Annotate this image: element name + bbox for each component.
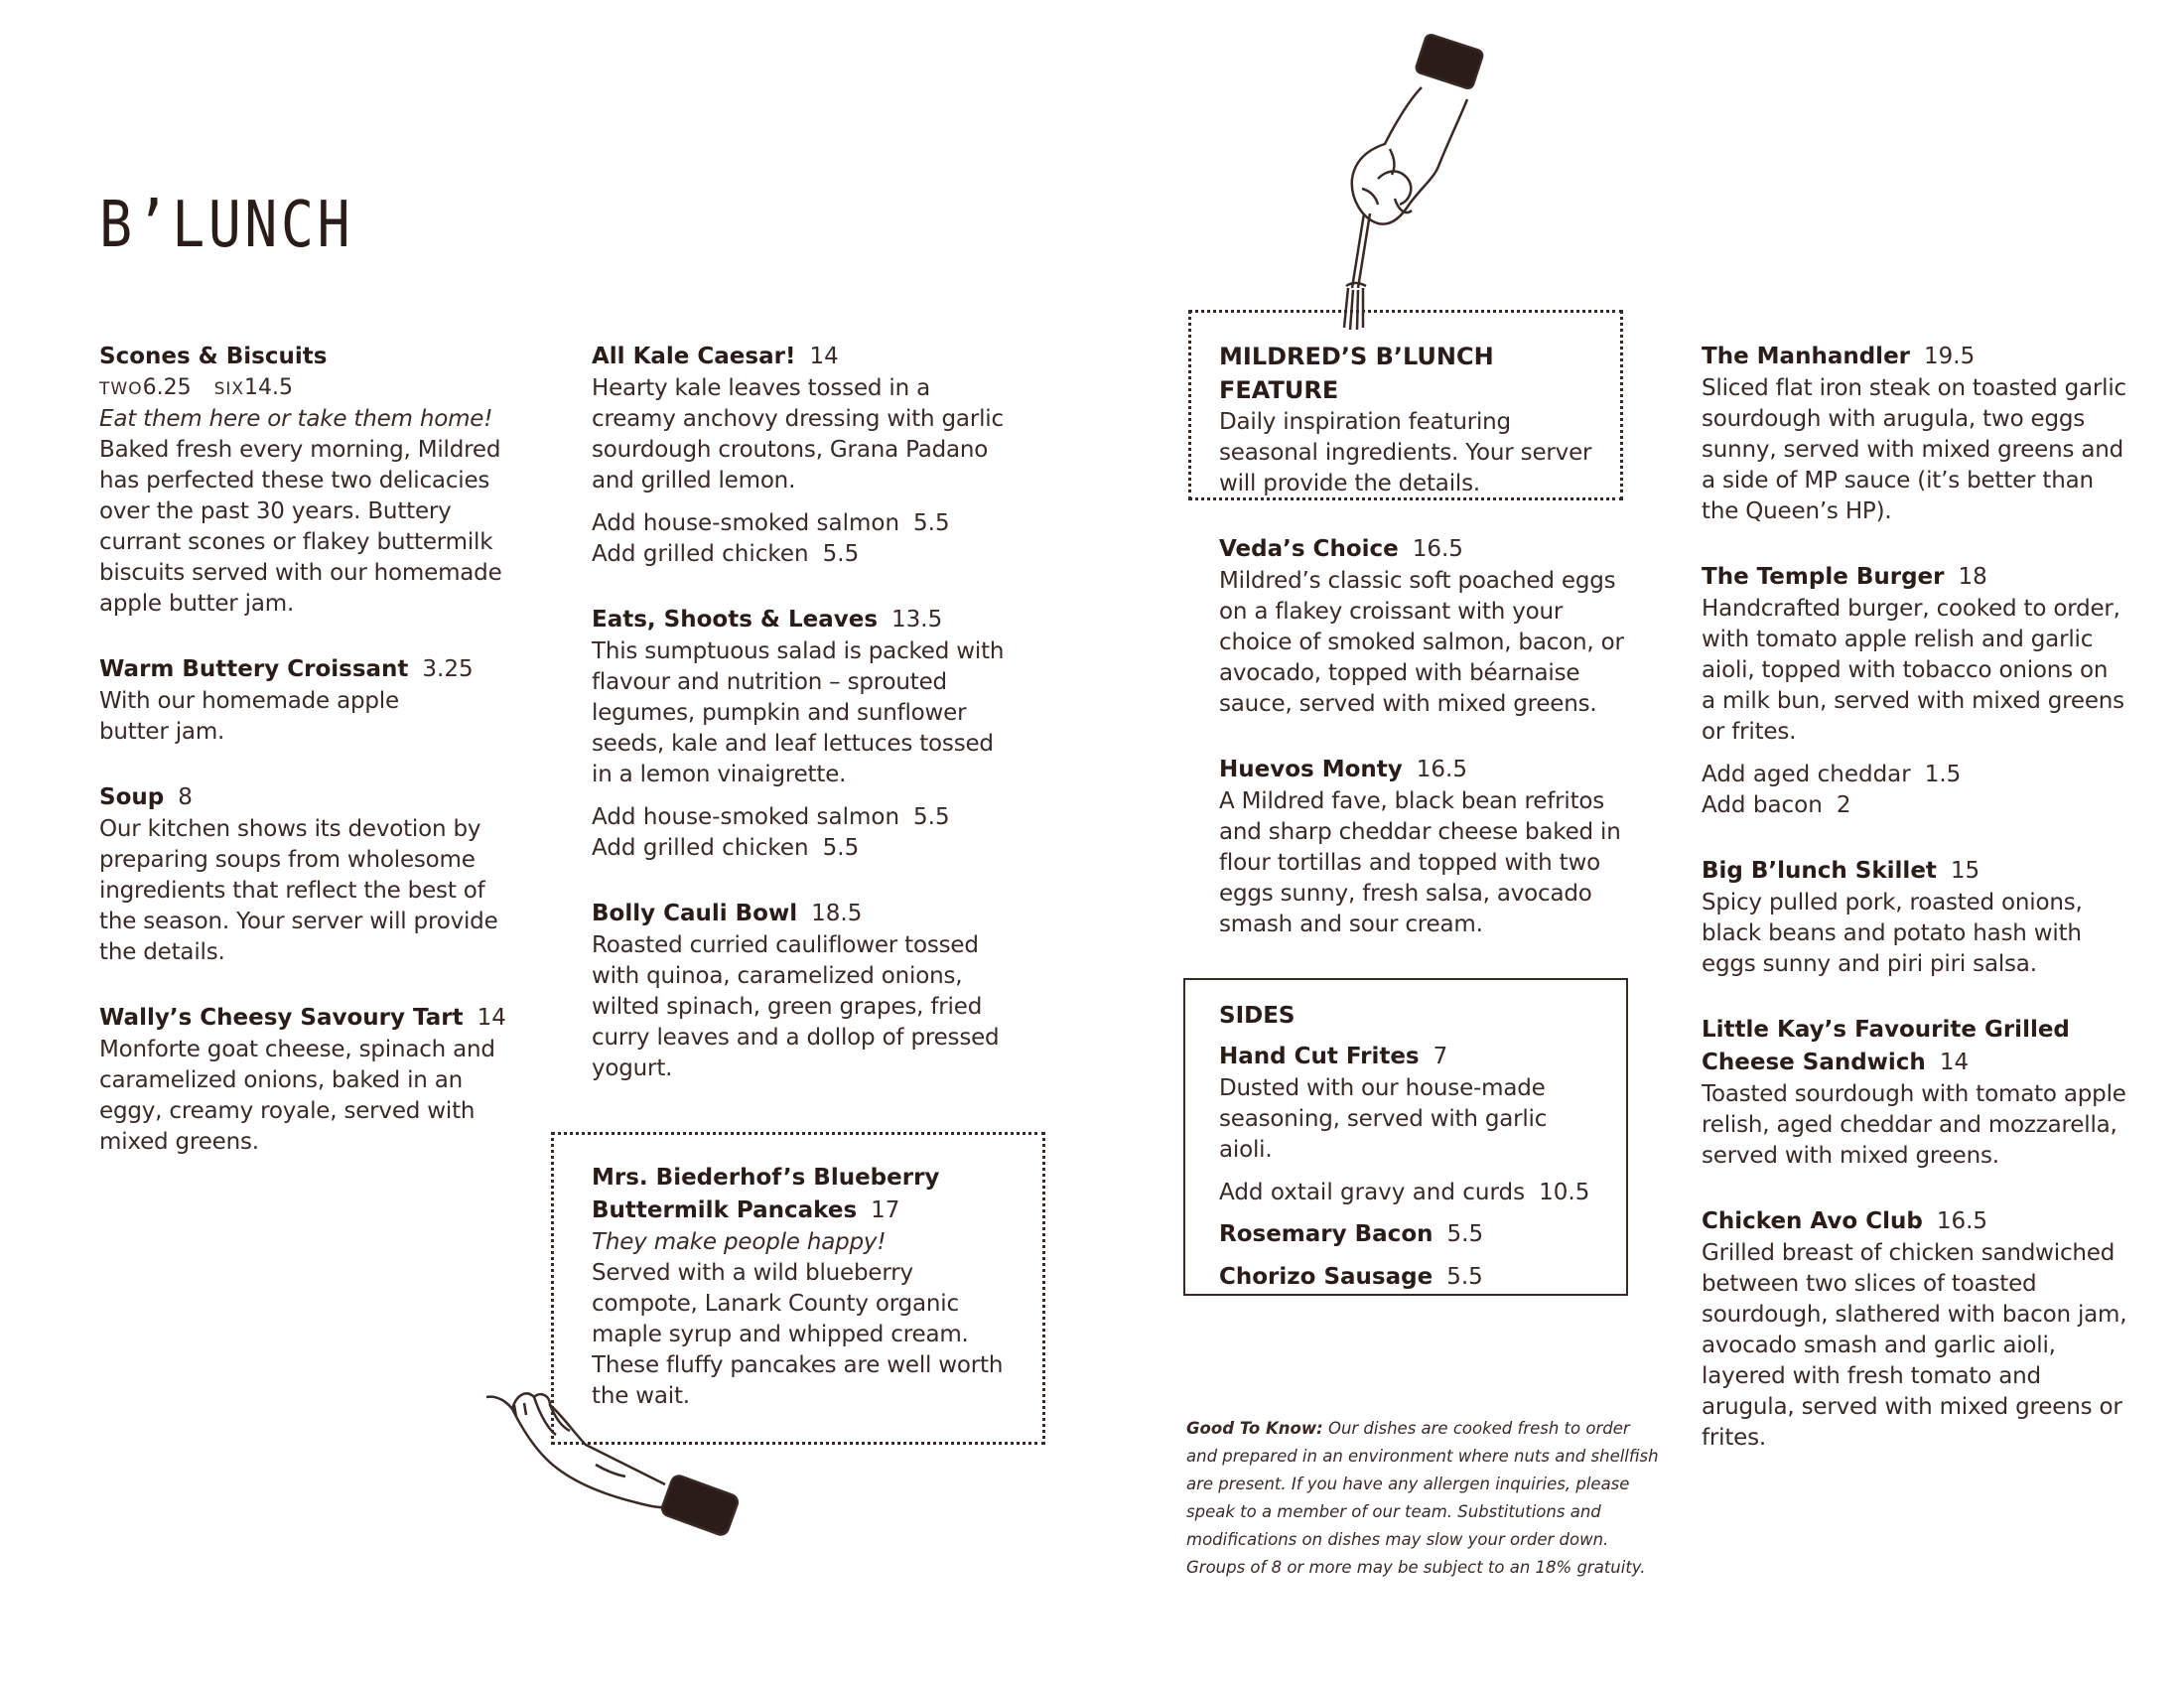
menu-item-soup	[99, 781, 526, 968]
item-name: Wally’s Cheesy Savoury Tart	[99, 1005, 464, 1031]
menu-item-eats-shoots-leaves	[592, 604, 1019, 864]
item-name-line2: Buttermilk Pancakes	[592, 1197, 858, 1223]
menu-item-manhandler	[1702, 341, 2128, 527]
menu-item-vedas-choice	[1219, 533, 1636, 720]
item-price: 17	[871, 1197, 900, 1223]
item-sizes: TWO6.25 SIX14.5	[99, 375, 293, 400]
side-chorizo-name: Chorizo Sausage	[1219, 1264, 1433, 1290]
item-price: 14	[1939, 1050, 1970, 1075]
side-bacon-price: 5.5	[1446, 1221, 1484, 1247]
menu-item-kale-caesar	[592, 341, 1019, 570]
item-description: Toasted sourdough with tomato apple relish, aged cheddar and mozzarella, served with mixed greens.	[1702, 1081, 2126, 1169]
item-name: Big B’lunch Skillet	[1702, 858, 1937, 884]
menu-item-savoury-tart	[99, 1002, 526, 1158]
allergen-note	[1186, 1415, 1663, 1582]
note-label: Good To Know:	[1186, 1419, 1323, 1438]
item-name: The Manhandler	[1702, 344, 1911, 369]
side-frites-description: Dusted with our house-made seasoning, served with garlic aioli.	[1219, 1075, 1548, 1163]
side-chorizo-price: 5.5	[1446, 1264, 1483, 1290]
page-title: B’LUNCH	[99, 189, 354, 262]
side-frites-name: Hand Cut Frites	[1219, 1044, 1420, 1069]
item-price: 13.5	[891, 607, 943, 633]
item-name: Little Kay’s Favourite Grilled	[1702, 1017, 2070, 1043]
item-description: With our homemade apple butter jam.	[99, 688, 399, 745]
item-price: 14	[809, 344, 839, 369]
item-tagline: They make people happy!	[592, 1229, 887, 1255]
item-price: 18	[1958, 564, 1987, 590]
menu-item-bolly-cauli-bowl	[592, 898, 1019, 1084]
hand-holding-fork-icon	[1300, 30, 1509, 338]
item-name: All Kale Caesar!	[592, 344, 796, 369]
item-name-line2: Cheese Sandwich	[1702, 1050, 1926, 1075]
addon-row: Add house-smoked salmon 5.5	[592, 510, 950, 536]
item-name: Soup	[99, 784, 165, 810]
item-name: Huevos Monty	[1219, 757, 1403, 782]
sides-content	[1219, 1003, 1606, 1294]
item-tagline: Eat them here or take them home!	[99, 406, 493, 432]
item-name: Warm Buttery Croissant	[99, 656, 409, 682]
item-description: Hearty kale leaves tossed in a creamy anchovy dressing with garlic sourdough croutons, Grana Padano and grilled lemon.	[592, 375, 1004, 493]
menu-item-grilled-cheese	[1702, 1014, 2128, 1172]
item-addons	[1702, 760, 2128, 821]
item-description: This sumptuous salad is packed with flavour and nutrition – sprouted legumes, pumpkin and sunflower seeds, kale and leaf lettuces tossed in a lemon vinaigrette.	[592, 638, 1005, 787]
menu-item-temple-burger	[1702, 561, 2128, 821]
item-name: Bolly Cauli Bowl	[592, 901, 798, 926]
feature-description: Daily inspiration featuring seasonal ingredients. Your server will provide the details.	[1219, 409, 1592, 496]
item-name: Scones & Biscuits	[99, 344, 328, 369]
item-price: 3.25	[422, 656, 474, 682]
item-name: Eats, Shoots & Leaves	[592, 607, 879, 633]
item-addons	[592, 802, 1019, 864]
item-description: Monforte goat cheese, spinach and caramelized onions, baked in an eggy, creamy royale, served with mixed greens.	[99, 1037, 495, 1155]
addon-row: Add house-smoked salmon 5.5	[592, 804, 950, 830]
item-description: Sliced flat iron steak on toasted garlic sourdough with arugula, two eggs sunny, served with mixed greens and a side of MP sauce (it’s better than the Queen’s HP).	[1702, 375, 2126, 524]
addon-row: Add grilled chicken 5.5	[592, 835, 860, 861]
menu-item-chicken-avo-club	[1702, 1205, 2128, 1454]
item-price: 15	[1950, 858, 1980, 884]
item-price: 8	[178, 784, 193, 810]
menu-column-1	[99, 341, 526, 1192]
item-description: A Mildred fave, black bean refritos and sharp cheddar cheese baked in flour tortillas and topped with two eggs sunny, fresh salsa, avocado smash and sour cream.	[1219, 788, 1621, 937]
item-price: 18.5	[811, 901, 863, 926]
menu-item-croissant	[99, 653, 526, 748]
menu-column-2	[592, 341, 1019, 1118]
item-name: Mrs. Biederhof’s Blueberry	[592, 1165, 940, 1191]
note-text: Our dishes are cooked fresh to order and prepared in an environment where nuts and shellfish are present. If you have any allergen inquiries, please speak to a member of our team. Substitutions and modifications on dishes may slow your order down. Groups of 8 or more may be subject to an 18% gratuity.	[1186, 1419, 1659, 1577]
item-price: 16.5	[1412, 536, 1463, 562]
menu-item-huevos-monty	[1219, 754, 1636, 940]
side-bacon-name: Rosemary Bacon	[1219, 1221, 1433, 1247]
item-description: Served with a wild blueberry compote, Lanark County organic maple syrup and whipped cream. These fluffy pancakes are well worth the wait.	[592, 1260, 1004, 1409]
item-name: The Temple Burger	[1702, 564, 1945, 590]
addon-row: Add grilled chicken 5.5	[592, 541, 860, 567]
feature-title: MILDRED’S B’LUNCH FEATURE	[1219, 343, 1494, 404]
feature-content	[1219, 340, 1616, 499]
item-description: Grilled breast of chicken sandwiched between two slices of toasted sourdough, slathered with bacon jam, avocado smash and garlic aioli, layered with fresh tomato and arugula, served with mixed greens or frites.	[1702, 1240, 2127, 1451]
menu-column-4	[1702, 341, 2128, 1487]
menu-item-pancakes	[592, 1162, 1019, 1412]
menu-column-3	[1219, 533, 1636, 974]
item-price: 16.5	[1936, 1208, 1988, 1234]
addon-row: Add oxtail gravy and curds 10.5	[1219, 1180, 1590, 1205]
menu-item-scones	[99, 341, 526, 620]
addon-row: Add bacon 2	[1702, 792, 1851, 818]
item-price: 16.5	[1416, 757, 1467, 782]
side-frites-price: 7	[1433, 1044, 1448, 1069]
addon-row: Add aged cheddar 1.5	[1702, 762, 1962, 787]
menu-item-big-blunch-skillet	[1702, 855, 2128, 980]
item-addons	[592, 508, 1019, 570]
item-description: Baked fresh every morning, Mildred has perfected these two delicacies over the past 30 years. Buttery currant scones or flakey buttermilk biscuits served with our homemade apple butter jam.	[99, 437, 502, 617]
item-price: 19.5	[1924, 344, 1976, 369]
item-name: Chicken Avo Club	[1702, 1208, 1923, 1234]
item-description: Roasted curried cauliflower tossed with quinoa, caramelized onions, wilted spinach, green grapes, fried curry leaves and a dollop of pressed yogurt.	[592, 932, 1000, 1081]
item-name: Veda’s Choice	[1219, 536, 1399, 562]
item-description: Mildred’s classic soft poached eggs on a flakey croissant with your choice of smoked salmon, bacon, or avocado, topped with béarnaise sauce, served with mixed greens.	[1219, 568, 1624, 717]
item-description: Handcrafted burger, cooked to order, with tomato apple relish and garlic aioli, topped with tobacco onions on a milk bun, served with mixed greens or frites.	[1702, 596, 2124, 745]
item-description: Spicy pulled pork, roasted onions, black beans and potato hash with eggs sunny and piri piri salsa.	[1702, 890, 2083, 977]
item-price: 14	[477, 1005, 506, 1031]
item-description: Our kitchen shows its devotion by preparing soups from wholesome ingredients that reflect the best of the season. Your server will provide the details.	[99, 816, 498, 965]
sides-title: SIDES	[1219, 1003, 1296, 1029]
